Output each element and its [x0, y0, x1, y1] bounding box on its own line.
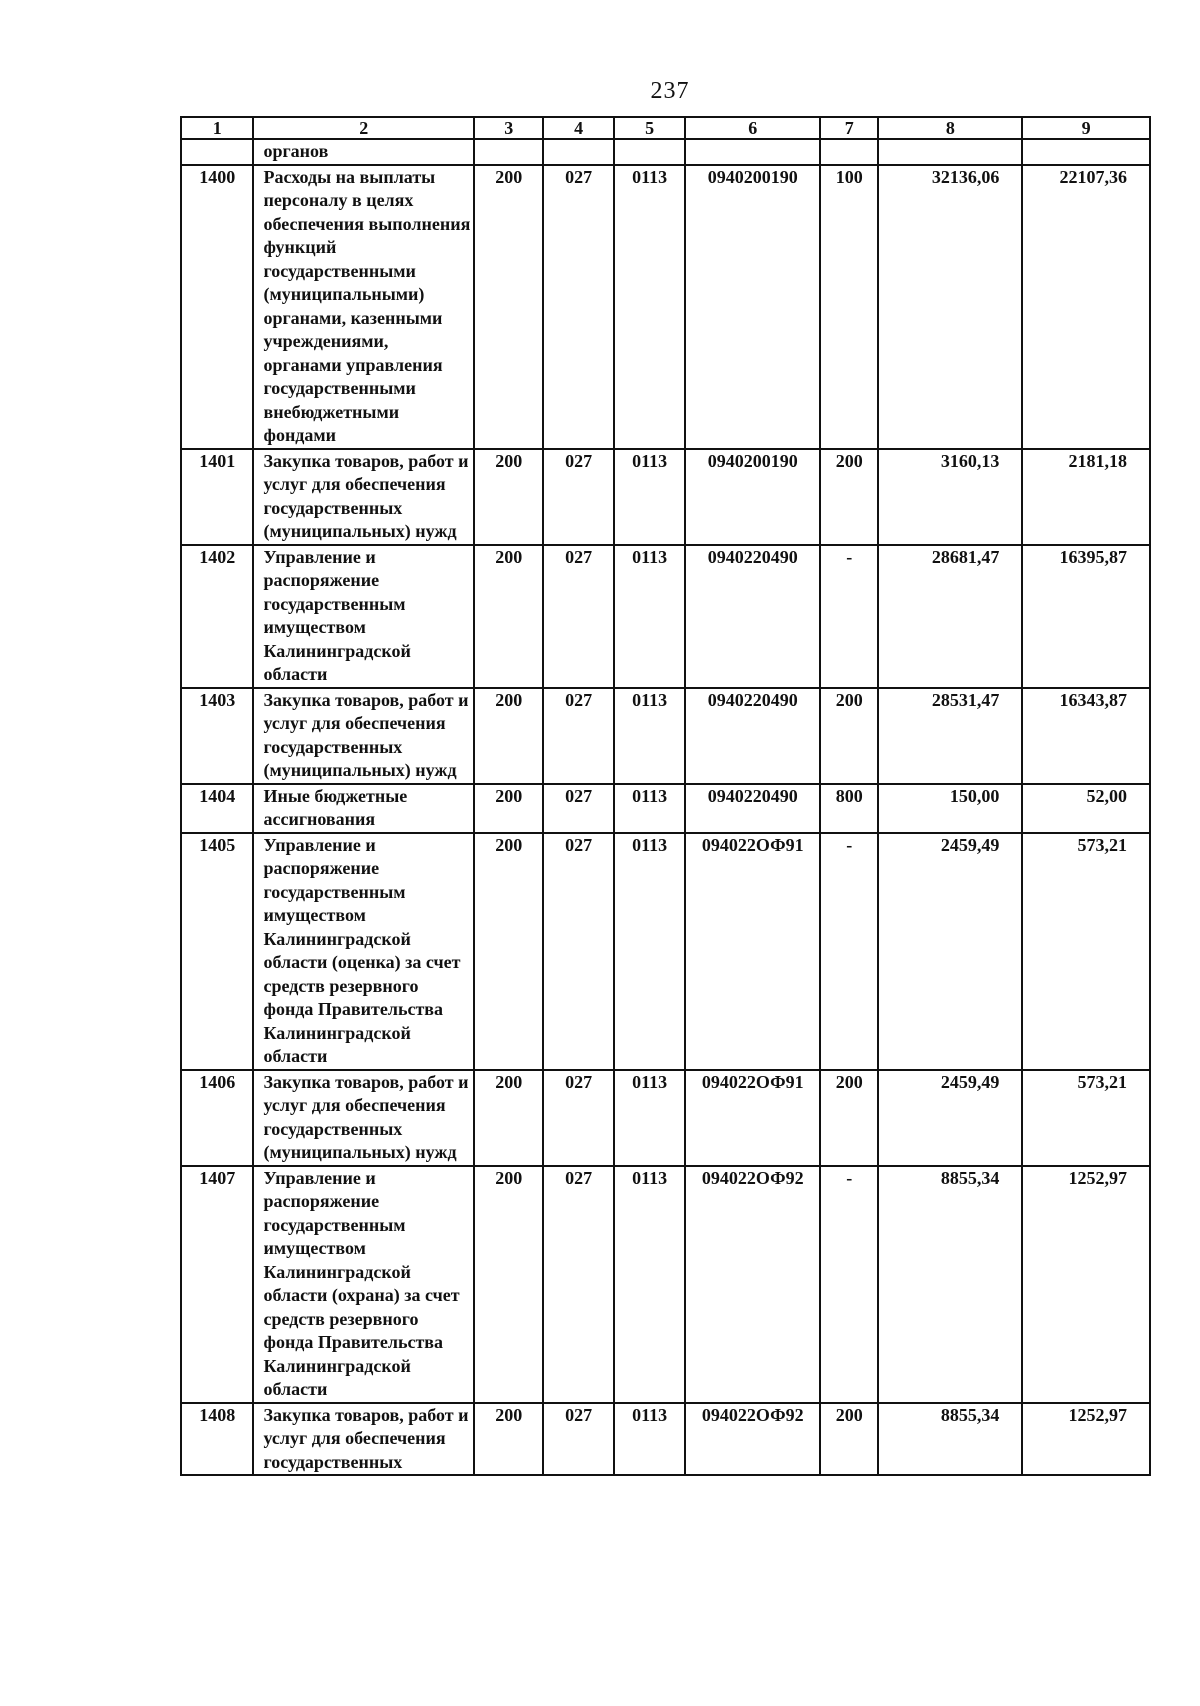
amount-actual-cell: 52,00: [1022, 784, 1150, 833]
amount-plan-cell: 28531,47: [878, 688, 1022, 784]
table-row: [181, 1403, 1150, 1476]
target-article-cell: 0940200190: [685, 449, 820, 545]
row-number-cell: 1405: [181, 833, 253, 1070]
table-row: [181, 1070, 1150, 1166]
ministry-code-cell: 027: [543, 688, 613, 784]
amount-actual-cell: 16343,87: [1022, 688, 1150, 784]
row-number-cell: 1403: [181, 688, 253, 784]
row-number-cell: 1402: [181, 545, 253, 688]
row-name-cell: Управление и распоряжение государственным имуществом Калининградской области (оценка) за счет средств резервного фонда Правительства Калининградской области: [253, 833, 474, 1070]
ministry-code-cell: 027: [543, 1070, 613, 1166]
section-code-cell: 200: [474, 1070, 543, 1166]
expense-type-cell: -: [820, 545, 878, 688]
expense-type-cell: -: [820, 833, 878, 1070]
expense-type-cell: 200: [820, 449, 878, 545]
ministry-code-cell: 027: [543, 449, 613, 545]
continuation-name-cell: органов: [253, 139, 474, 165]
expense-type-cell: 200: [820, 1403, 878, 1476]
target-article-cell: 094022ОФ92: [685, 1403, 820, 1476]
row-name-cell: Закупка товаров, работ и услуг для обеспечения государственных (муниципальных) нужд: [253, 688, 474, 784]
amount-actual-cell: 16395,87: [1022, 545, 1150, 688]
subsection-code-cell: 0113: [614, 1166, 685, 1403]
row-number-cell: 1407: [181, 1166, 253, 1403]
row-name-cell: Управление и распоряжение государственным имуществом Калининградской области: [253, 545, 474, 688]
expense-type-cell: 100: [820, 165, 878, 449]
target-article-cell: 0940200190: [685, 165, 820, 449]
subsection-code-cell: 0113: [614, 165, 685, 449]
ministry-code-cell: 027: [543, 165, 613, 449]
amount-plan-cell: 150,00: [878, 784, 1022, 833]
ministry-code-cell: 027: [543, 1166, 613, 1403]
row-name-cell: Закупка товаров, работ и услуг для обеспечения государственных (муниципальных) нужд: [253, 1070, 474, 1166]
amount-plan-cell: 3160,13: [878, 449, 1022, 545]
section-code-cell: 200: [474, 688, 543, 784]
table-row: [181, 833, 1150, 1070]
ministry-code-cell: 027: [543, 833, 613, 1070]
amount-plan-cell: 8855,34: [878, 1403, 1022, 1476]
amount-actual-cell: 22107,36: [1022, 165, 1150, 449]
column-header-5: 5: [614, 117, 685, 139]
subsection-code-cell: 0113: [614, 545, 685, 688]
amount-plan-cell: 8855,34: [878, 1166, 1022, 1403]
row-name-cell: Закупка товаров, работ и услуг для обеспечения государственных (муниципальных) нужд: [253, 449, 474, 545]
column-header-8: 8: [878, 117, 1022, 139]
column-header-2: 2: [253, 117, 474, 139]
page-number: 237: [650, 78, 690, 104]
section-code-cell: 200: [474, 784, 543, 833]
amount-actual-cell: 1252,97: [1022, 1403, 1150, 1476]
table-row: [181, 688, 1150, 784]
subsection-code-cell: 0113: [614, 1070, 685, 1166]
amount-plan-cell: 28681,47: [878, 545, 1022, 688]
section-code-cell: 200: [474, 1403, 543, 1476]
row-number-cell: 1408: [181, 1403, 253, 1476]
row-name-cell: Управление и распоряжение государственным имуществом Калининградской области (охрана) за счет средств резервного фонда Правительства Калининградской области: [253, 1166, 474, 1403]
row-number-cell: 1404: [181, 784, 253, 833]
expense-type-cell: 800: [820, 784, 878, 833]
expense-type-cell: 200: [820, 1070, 878, 1166]
amount-actual-cell: 573,21: [1022, 1070, 1150, 1166]
target-article-cell: 094022ОФ91: [685, 1070, 820, 1166]
amount-plan-cell: 32136,06: [878, 165, 1022, 449]
table-row: [181, 784, 1150, 833]
section-code-cell: 200: [474, 449, 543, 545]
column-header-7: 7: [820, 117, 878, 139]
column-header-3: 3: [474, 117, 543, 139]
row-name-cell: Расходы на выплаты персоналу в целях обеспечения выполнения функций государственными (муниципальными) органами, казенными учреждениями, органами управления государственными внебюджетными фондами: [253, 165, 474, 449]
amount-plan-cell: 2459,49: [878, 833, 1022, 1070]
budget-table: [180, 116, 1151, 1476]
expense-type-cell: 200: [820, 688, 878, 784]
continuation-row: [181, 139, 1150, 165]
target-article-cell: 094022ОФ91: [685, 833, 820, 1070]
column-header-4: 4: [543, 117, 613, 139]
section-code-cell: 200: [474, 833, 543, 1070]
column-header-6: 6: [685, 117, 820, 139]
row-name-cell: Закупка товаров, работ и услуг для обеспечения государственных: [253, 1403, 474, 1476]
table-row: [181, 449, 1150, 545]
subsection-code-cell: 0113: [614, 688, 685, 784]
table-header-row: [181, 117, 1150, 139]
column-header-9: 9: [1022, 117, 1150, 139]
amount-actual-cell: 2181,18: [1022, 449, 1150, 545]
continuation-num-cell: [181, 139, 253, 165]
target-article-cell: 0940220490: [685, 784, 820, 833]
ministry-code-cell: 027: [543, 784, 613, 833]
table-row: [181, 545, 1150, 688]
row-number-cell: 1400: [181, 165, 253, 449]
amount-actual-cell: 573,21: [1022, 833, 1150, 1070]
column-header-1: 1: [181, 117, 253, 139]
section-code-cell: 200: [474, 165, 543, 449]
expense-type-cell: -: [820, 1166, 878, 1403]
subsection-code-cell: 0113: [614, 833, 685, 1070]
row-name-cell: Иные бюджетные ассигнования: [253, 784, 474, 833]
row-number-cell: 1401: [181, 449, 253, 545]
row-number-cell: 1406: [181, 1070, 253, 1166]
amount-plan-cell: 2459,49: [878, 1070, 1022, 1166]
subsection-code-cell: 0113: [614, 784, 685, 833]
amount-actual-cell: 1252,97: [1022, 1166, 1150, 1403]
ministry-code-cell: 027: [543, 545, 613, 688]
target-article-cell: 094022ОФ92: [685, 1166, 820, 1403]
section-code-cell: 200: [474, 1166, 543, 1403]
subsection-code-cell: 0113: [614, 1403, 685, 1476]
ministry-code-cell: 027: [543, 1403, 613, 1476]
target-article-cell: 0940220490: [685, 688, 820, 784]
table-body: [181, 139, 1150, 1475]
subsection-code-cell: 0113: [614, 449, 685, 545]
target-article-cell: 0940220490: [685, 545, 820, 688]
section-code-cell: 200: [474, 545, 543, 688]
table-row: [181, 165, 1150, 449]
table-row: [181, 1166, 1150, 1403]
